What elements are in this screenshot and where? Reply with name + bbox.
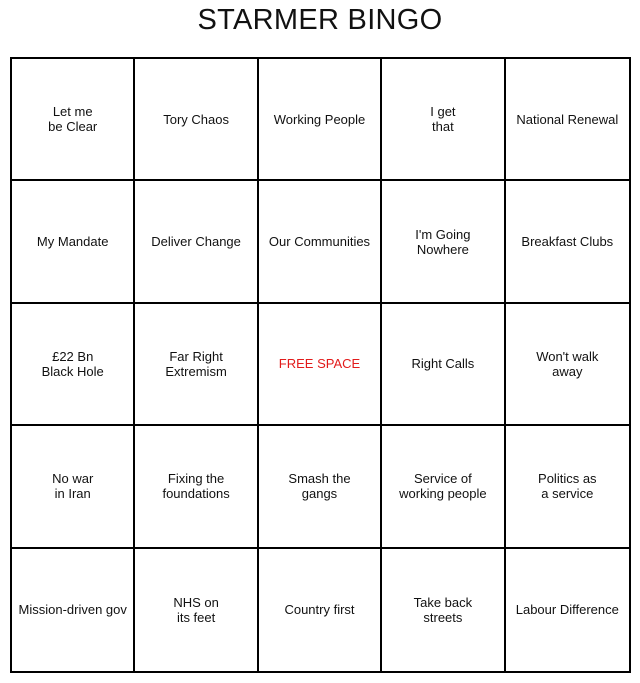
bingo-cell[interactable]: Mission-driven gov [12,549,135,671]
bingo-cell[interactable]: £22 Bn Black Hole [12,304,135,426]
bingo-cell[interactable]: Deliver Change [135,181,258,303]
bingo-cell[interactable]: Fixing the foundations [135,426,258,548]
bingo-cell[interactable]: I'm Going Nowhere [382,181,505,303]
bingo-cell[interactable]: My Mandate [12,181,135,303]
bingo-cell[interactable]: Tory Chaos [135,59,258,181]
bingo-cell[interactable]: Politics as a service [506,426,629,548]
bingo-cell[interactable]: Right Calls [382,304,505,426]
bingo-cell[interactable]: Service of working people [382,426,505,548]
bingo-cell[interactable]: Won't walk away [506,304,629,426]
bingo-cell[interactable]: Let me be Clear [12,59,135,181]
bingo-cell[interactable]: Breakfast Clubs [506,181,629,303]
bingo-cell[interactable]: National Renewal [506,59,629,181]
bingo-cell[interactable]: Labour Difference [515,602,619,618]
bingo-cell[interactable]: Our Communities [259,181,382,303]
bingo-cell[interactable]: I get that [382,59,505,181]
page-title: STARMER BINGO [197,4,443,36]
free-space-cell[interactable]: FREE SPACE [259,304,382,426]
bingo-cell[interactable]: Far Right Extremism [135,304,258,426]
bingo-cell[interactable]: NHS on its feet [135,549,258,671]
bingo-cell[interactable]: No war in Iran [12,426,135,548]
bingo-cell[interactable]: Working People [259,59,382,181]
bingo-board [10,57,631,673]
bingo-cell[interactable]: Smash the gangs [259,426,382,548]
bingo-cell[interactable]: Country first [259,549,382,671]
bingo-cell[interactable]: Take back streets [382,549,505,671]
